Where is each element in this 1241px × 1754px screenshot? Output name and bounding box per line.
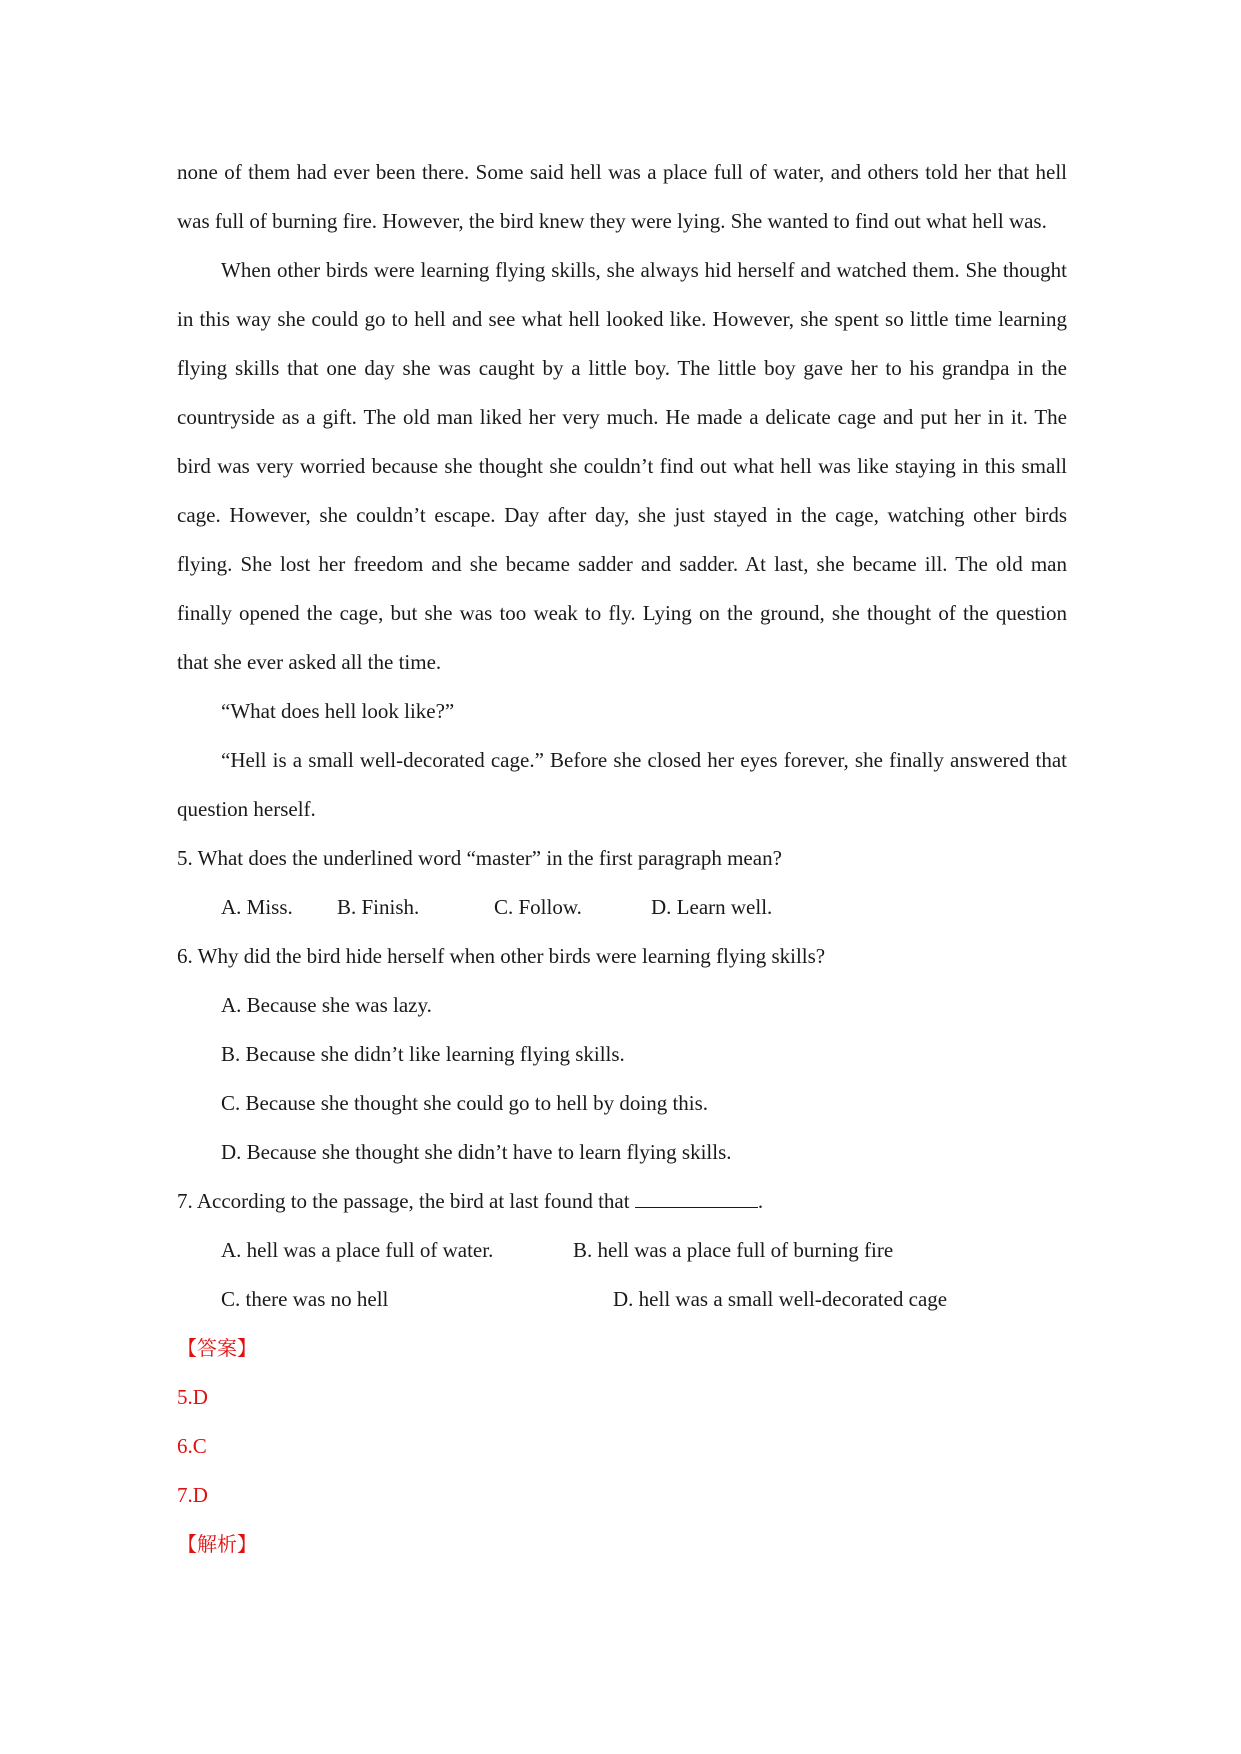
answer-7: 7.D <box>177 1483 208 1507</box>
question-6-stem: 6. Why did the bird hide herself when other birds were learning flying skills? <box>177 944 826 968</box>
question-6-option-d: D. Because she thought she didn’t have to learn flying skills. <box>221 1140 732 1164</box>
question-5-option-c: C. Follow. <box>494 895 582 919</box>
question-5-options <box>177 883 1067 932</box>
passage-paragraph-4: “Hell is a small well-decorated cage.” Before she closed her eyes forever, she finally answered that question herself. <box>177 748 1067 821</box>
question-7-option-b: B. hell was a place full of burning fire <box>573 1238 894 1262</box>
answer-heading: 【答案】 <box>177 1336 257 1360</box>
question-7-stem-end: . <box>757 1189 764 1213</box>
question-6-option-c: C. Because she thought she could go to hell by doing this. <box>221 1091 709 1115</box>
analysis-heading: 【解析】 <box>177 1532 257 1556</box>
question-6-option-a: A. Because she was lazy. <box>221 993 432 1017</box>
question-7-option-c: C. there was no hell <box>221 1287 389 1311</box>
question-7-options-row-2 <box>177 1275 1067 1324</box>
question-5-option-b: B. Finish. <box>337 895 420 919</box>
passage-paragraph-1: none of them had ever been there. Some said hell was a place full of water, and others told her that hell was full of burning fire. However, the bird knew they were lying. She wanted to find out what hell was. <box>177 160 1067 233</box>
question-7-option-a: A. hell was a place full of water. <box>221 1238 494 1262</box>
question-7-options-row-1 <box>177 1226 1067 1275</box>
question-7-option-d: D. hell was a small well-decorated cage <box>613 1287 948 1311</box>
document-content <box>177 148 1067 1569</box>
question-7-stem-line <box>177 1177 1067 1226</box>
answer-5: 5.D <box>177 1385 208 1409</box>
question-5-option-a: A. Miss. <box>221 895 293 919</box>
question-6-option-b: B. Because she didn’t like learning flying skills. <box>221 1042 625 1066</box>
question-7-stem: 7. According to the passage, the bird at last found that <box>177 1189 630 1213</box>
answer-6: 6.C <box>177 1434 207 1458</box>
passage-paragraph-2: When other birds were learning flying skills, she always hid herself and watched them. She thought in this way she could go to hell and see what hell looked like. However, she spent so little time learning flying skills that one day she was caught by a little boy. The little boy gave her to his grandpa in the countryside as a gift. The old man liked her very much. He made a delicate cage and put her in it. The bird was very worried because she thought she couldn’t find out what hell was like staying in this small cage. However, she couldn’t escape. Day after day, she just stayed in the cage, watching other birds flying. She lost her freedom and she became sadder and sadder. At last, she became ill. The old man finally opened the cage, but she was too weak to fly. Lying on the ground, she thought of the question that she ever asked all the time. <box>177 258 1067 674</box>
answer-blank <box>635 1189 758 1208</box>
passage-paragraph-3: “What does hell look like?” <box>221 699 455 723</box>
question-5-option-d: D. Learn well. <box>651 895 773 919</box>
question-5-stem: 5. What does the underlined word “master” in the first paragraph mean? <box>177 846 782 870</box>
